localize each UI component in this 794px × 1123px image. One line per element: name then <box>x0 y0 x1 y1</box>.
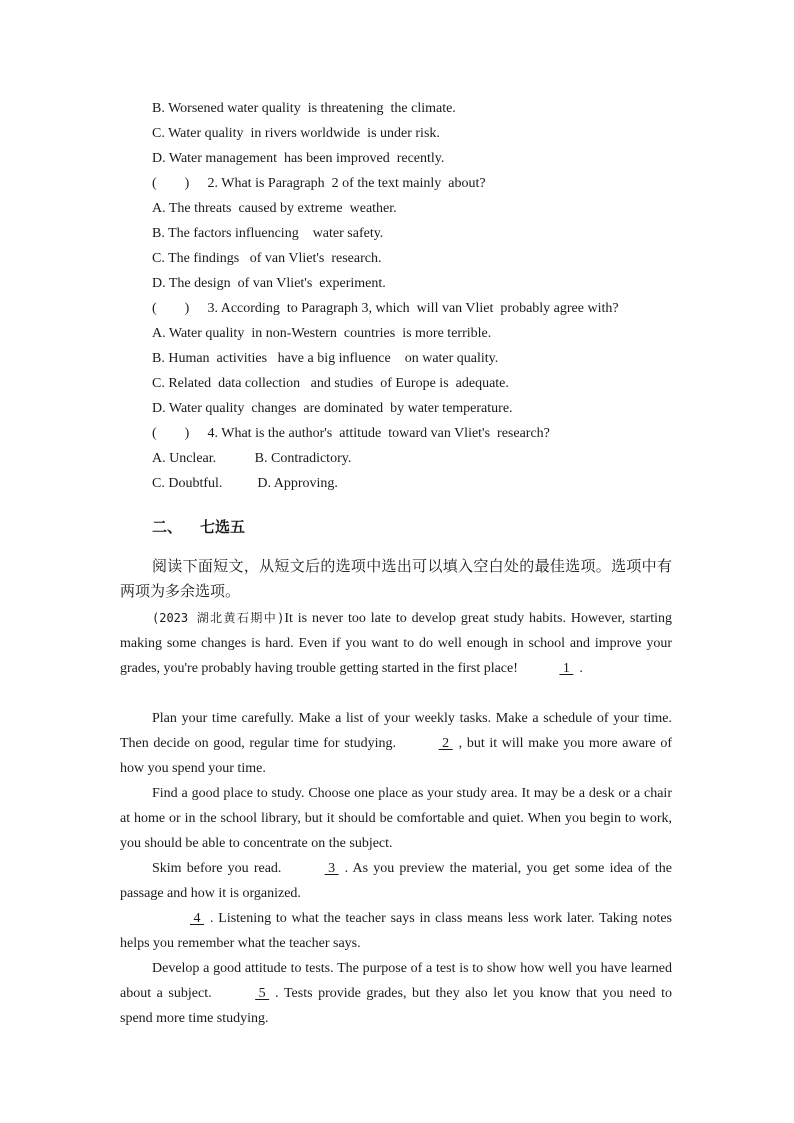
q3-option-a: A. Water quality in non-Western countries is more terrible. <box>152 326 492 341</box>
q4-options-cd: C. Doubtful. D. Approving. <box>152 476 338 491</box>
paragraph-text: . As you preview the material, you get some idea of the passage and how it is organized. <box>120 861 672 901</box>
q4-stem <box>152 425 550 443</box>
paragraph-text: It is never too late to develop great study habits. However, starting making some changes is hard. Even if you want to do well enough in school and improve your grades, you're probably having trouble getting started in the first place! <box>120 611 672 676</box>
punctuation: . <box>579 661 583 676</box>
q2-stem-text: 2. What is Paragraph 2 of the text mainly about? <box>204 176 486 191</box>
paragraph-text: Develop a good attitude to tests. The purpose of a test is to show how well you have learned about a subject. <box>120 961 672 1001</box>
paragraph-text: . Tests provide grades, but they also let you know that you need to spend more time studying. <box>120 986 672 1026</box>
q3-stem <box>152 300 619 318</box>
q1-option-d: D. Water management has been improved recently. <box>152 151 445 166</box>
answer-paren[interactable]: ( ) <box>152 426 190 441</box>
paragraph-text: Find a good place to study. Choose one place as your study area. It may be a desk or a chair at home or in the school library, but it should be comfortable and quiet. When you begin to work, you should be able to concentrate on the subject. <box>120 786 672 851</box>
section-heading <box>152 516 245 537</box>
paragraph-text: Plan your time carefully. Make a list of your weekly tasks. Make a schedule of your time. Then decide on good, regular time for studying. <box>120 711 672 751</box>
blank-2[interactable]: 2 <box>438 736 453 751</box>
blank-5[interactable]: 5 <box>255 986 270 1001</box>
paragraph-text: , but it will make you more aware of how you spend your time. <box>120 736 673 776</box>
q2-option-c: C. The findings of van Vliet's research. <box>152 251 382 266</box>
answer-paren[interactable]: ( ) <box>152 176 190 191</box>
q3-option-c: C. Related data collection and studies of Europe is adequate. <box>152 376 509 391</box>
passage-paragraph-1 <box>120 606 672 681</box>
q2-stem <box>152 175 486 193</box>
paragraph-text: Skim before you read. <box>152 861 282 876</box>
answer-paren[interactable]: ( ) <box>152 301 190 316</box>
q4-options-ab: A. Unclear. B. Contradictory. <box>152 451 352 466</box>
q1-option-b: B. Worsened water quality is threatening the climate. <box>152 101 456 116</box>
instructions-text: 阅读下面短文，从短文后的选项中选出可以填入空白处的最佳选项。选项中有两项为多余选项。 <box>120 557 672 600</box>
passage-source: (2023 湖北黄石期中) <box>152 611 285 625</box>
q3-stem-text: 3. According to Paragraph 3, which will van Vliet probably agree with? <box>204 301 619 316</box>
blank-4[interactable]: 4 <box>190 911 204 926</box>
q4-stem-text: 4. What is the author's attitude toward van Vliet's research? <box>204 426 550 441</box>
blank-3[interactable]: 3 <box>324 861 339 876</box>
passage-paragraph-5 <box>120 906 672 956</box>
passage-paragraph-4 <box>120 856 672 906</box>
passage-paragraph-3 <box>120 781 672 856</box>
q3-option-d: D. Water quality changes are dominated by water temperature. <box>152 401 513 416</box>
section-title: 七选五 <box>200 518 246 536</box>
q2-option-d: D. The design of van Vliet's experiment. <box>152 276 386 291</box>
q2-option-a: A. The threats caused by extreme weather. <box>152 201 397 216</box>
q2-option-b: B. The factors influencing water safety. <box>152 226 384 241</box>
q3-option-b: B. Human activities have a big influence on water quality. <box>152 351 499 366</box>
paragraph-text: . Listening to what the teacher says in class means less work later. Taking notes helps you remember what the teacher says. <box>120 911 672 951</box>
passage-paragraph-2 <box>120 706 672 781</box>
passage-paragraph-6 <box>120 956 672 1031</box>
instructions <box>120 554 672 604</box>
section-number: 二、 <box>152 518 183 536</box>
blank-1[interactable]: 1 <box>559 661 574 676</box>
q1-option-c: C. Water quality in rivers worldwide is under risk. <box>152 126 440 141</box>
